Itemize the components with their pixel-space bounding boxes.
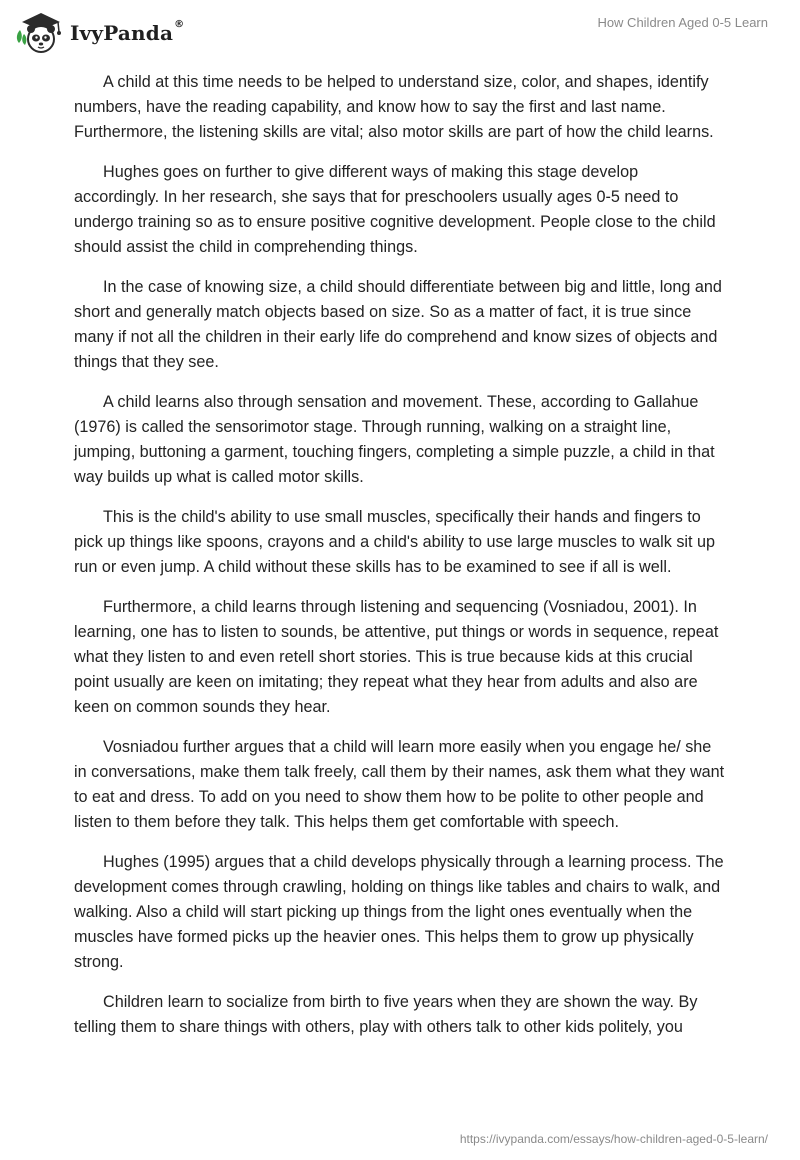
source-url[interactable]: https://ivypanda.com/essays/how-children-aged-0-5-learn/ — [459, 1132, 768, 1146]
panda-graduate-icon — [14, 8, 64, 56]
ivypanda-logo[interactable] — [14, 8, 184, 56]
page-header — [0, 0, 800, 60]
registered-mark: ® — [174, 19, 185, 30]
essay-body — [74, 70, 726, 1055]
paragraph: A child learns also through sensation and movement. These, according to Gallahue (1976) is called the sensorimotor stage. Through running, walking on a straight line, jumping, buttoning a garment, touching fingers, completing a simple puzzle, a child in that way builds up what is called motor skills. — [74, 393, 715, 486]
brand-name: IvyPanda® — [70, 19, 185, 45]
paragraph: A child at this time needs to be helped to understand size, color, and shapes, identify numbers, have the reading capability, and know how to say the first and last name. Furthermore, the listening skills are vital; also motor skills are part of how the child learns. — [74, 73, 714, 141]
paragraph: In the case of knowing size, a child should differentiate between big and little, long and short and generally match objects based on size. So as a matter of fact, it is true since many if not all the children in their early life do comprehend and know sizes of objects and things that they see. — [74, 278, 722, 371]
paragraph: Vosniadou further argues that a child will learn more easily when you engage he/ she in conversations, make them talk freely, call them by their names, ask them what they want to eat and dress. To add on you need to show them how to be polite to other people and listen to them before they talk. This helps them get comfortable with speech. — [74, 738, 725, 831]
paragraph: Hughes (1995) argues that a child develops physically through a learning process. The development comes through crawling, holding on things like tables and chairs to walk, and walking. Also a child will start picking up things from the light ones eventually when the muscles have formed picks up the heavier ones. This helps them to grow up physically strong. — [74, 853, 724, 971]
paragraph: Hughes goes on further to give different ways of making this stage develop accordingly. In her research, she says that for preschoolers usually ages 0-5 need to undergo training so as to ensure positive cognitive development. People close to the child should assist the child in comprehending things. — [74, 163, 716, 256]
paragraph: Furthermore, a child learns through listening and sequencing (Vosniadou, 2001). In learning, one has to listen to sounds, be attentive, put things or words in sequence, repeat what they listen to and even retell short stories. This is true because kids at this crucial point usually are keen on imitating; they repeat what they hear from adults and also are keen on common sounds they hear. — [74, 598, 719, 716]
paragraph: Children learn to socialize from birth to five years when they are shown the way. By telling them to share things with others, play with others talk to other kids politely, you — [74, 993, 698, 1036]
paragraph: This is the child's ability to use small muscles, specifically their hands and fingers to pick up things like spoons, crayons and a child's ability to use large muscles to walk sit up run or even jump. A child without these skills has to be examined to see if all is well. — [74, 508, 716, 576]
document-title: How Children Aged 0-5 Learn — [597, 15, 768, 30]
